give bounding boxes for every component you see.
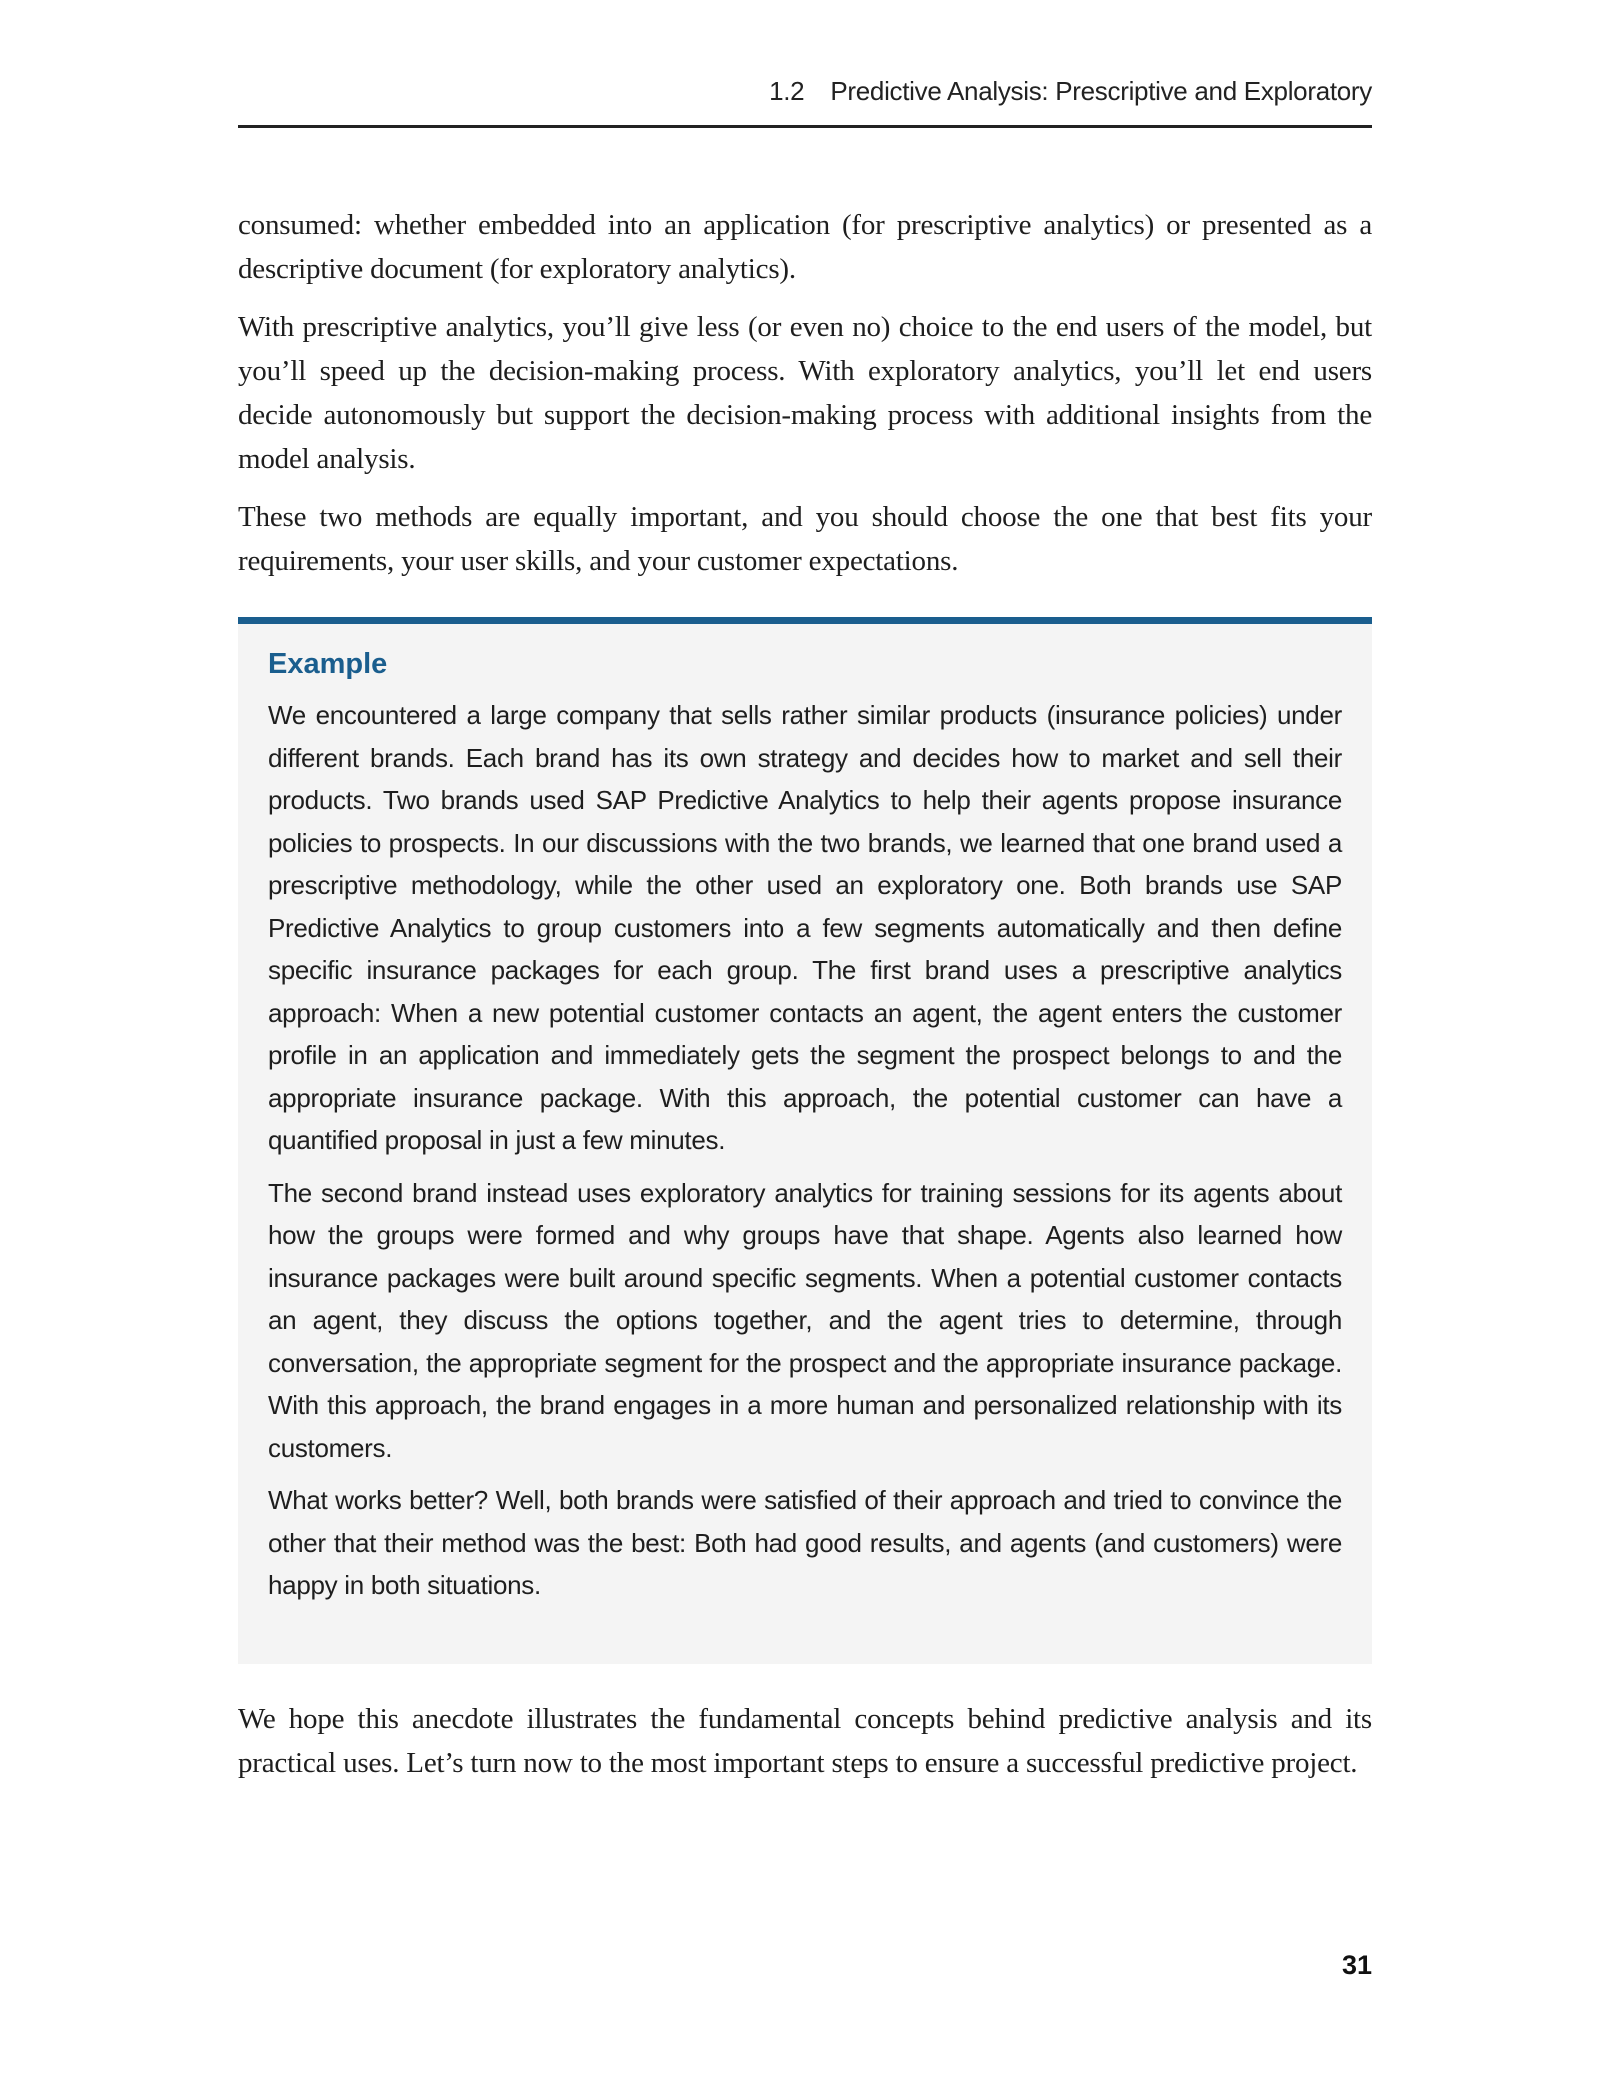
example-paragraph: What works better? Well, both brands were satisfied of their approach and tried to convince the other that their method was the best: Both had good results, and agents (and customers) were happy in both situations.: [268, 1485, 1342, 1600]
running-header: [238, 76, 1372, 107]
section-title: Predictive Analysis: Prescriptive and Exploratory: [830, 76, 1372, 106]
example-box: [238, 617, 1372, 1664]
example-title: Example: [268, 648, 388, 680]
header-rule: [238, 125, 1372, 128]
closing-text: [238, 1697, 1372, 1799]
page-number: 31: [1341, 1950, 1372, 1980]
section-number: 1.2: [769, 76, 805, 106]
paragraph: consumed: whether embedded into an application (for prescriptive analytics) or presented as a descriptive document (for exploratory analytics).: [238, 209, 1372, 285]
paragraph: We hope this anecdote illustrates the fundamental concepts behind predictive analysis and its practical uses. Let’s turn now to the most important steps to ensure a successful predictive project.: [238, 1703, 1372, 1779]
example-paragraph: We encountered a large company that sells rather similar products (insurance policies) under different brands. Each brand has its own strategy and decides how to market and sell their products. Two brands used SAP Predictive Analytics to help their agents propose insurance policies to prospects. In our discussions with the two brands, we learned that one brand used a prescriptive methodology, while the other used an exploratory one. Both brands use SAP Predictive Analytics to group customers into a few segments automatically and then define specific insurance packages for each group. The first brand uses a prescriptive analytics approach: When a new potential customer contacts an agent, the agent enters the customer profile in an application and immediately gets the segment the prospect belongs to and the appropriate insurance package. With this approach, the potential customer can have a quantified proposal in just a few minutes.: [268, 700, 1342, 1155]
paragraph: With prescriptive analytics, you’ll give less (or even no) choice to the end users of the model, but you’ll speed up the decision-making process. With exploratory analytics, you’ll let end users decide autonomously but support the decision-making process with additional insights from the model analysis.: [238, 311, 1372, 475]
example-body: [268, 694, 1342, 1617]
intro-text: [238, 203, 1372, 597]
example-paragraph: The second brand instead uses exploratory analytics for training sessions for its agents about how the groups were formed and why groups have that shape. Agents also learned how insurance packages were built around specific segments. When a potential customer contacts an agent, they discuss the options together, and the agent tries to determine, through conversation, the appropriate segment for the prospect and the appropriate insurance package. With this approach, the brand engages in a more human and personalized relationship with its customers.: [268, 1177, 1342, 1463]
paragraph: These two methods are equally important, and you should choose the one that best fits your requirements, your user skills, and your customer expectations.: [238, 501, 1372, 577]
